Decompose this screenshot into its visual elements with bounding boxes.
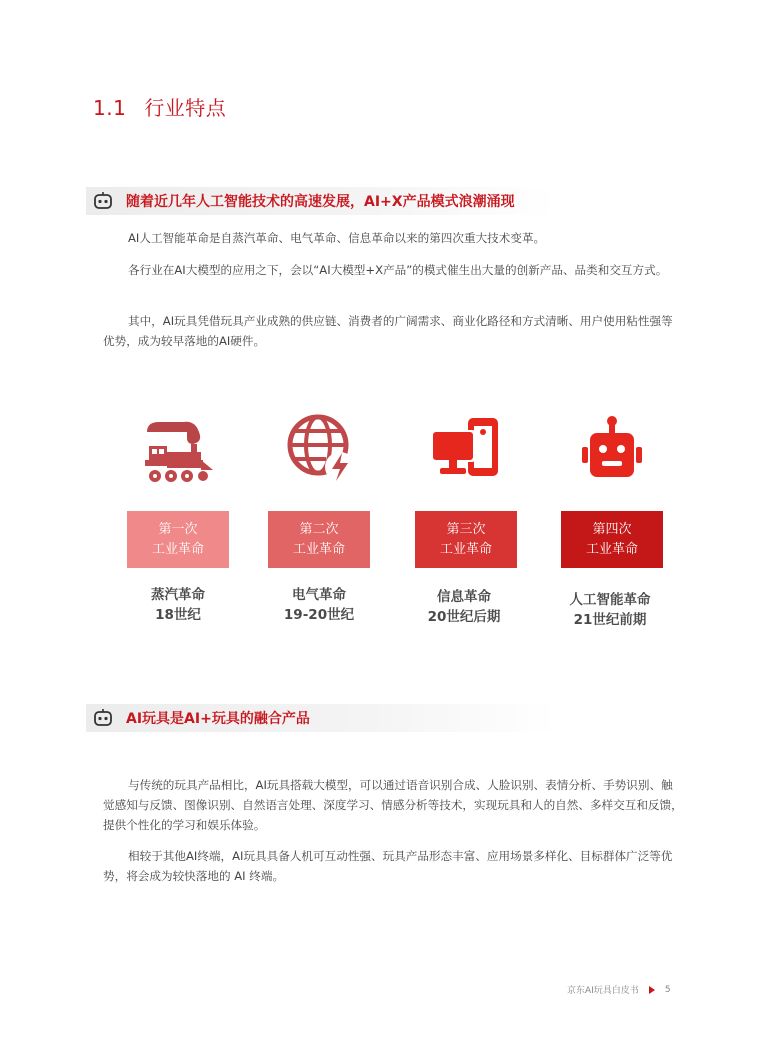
globe-lightning-icon: [286, 413, 356, 483]
revolution-name: 信息革命: [437, 589, 491, 605]
robot-icon: [92, 707, 114, 729]
revolution-box-3: [415, 511, 517, 568]
box-line: 工业革命: [151, 541, 204, 557]
revolution-name: 人工智能革命: [569, 592, 651, 608]
revolution-period: 19-20世纪: [283, 607, 355, 623]
paragraph: AI人工智能革命是自蒸汽革命、电气革命、信息革命以来的第四次重大技术变革。: [128, 231, 546, 245]
paragraph: 各行业在AI大模型的应用之下，会以“AI大模型+X产品”的模式催生出大量的创新产品、品类和交互方式。: [128, 263, 668, 277]
paragraph: 其中，AI玩具凭借玩具产业成熟的供应链、消费者的广阔需求、商业化路径和方式清晰、用户使用粘性强等优势，成为较早落地的AI硬件。: [103, 314, 673, 348]
page-number: 5: [664, 984, 671, 995]
revolution-label-4: [535, 590, 685, 630]
train-icon: [143, 414, 215, 490]
revolution-period: 20世纪后期: [427, 609, 501, 625]
page-footer: [567, 983, 671, 996]
revolution-label-2: [244, 585, 394, 625]
revolution-period: 18世纪: [155, 607, 201, 623]
revolution-box-2: [268, 511, 370, 568]
computer-phone-icon: [430, 416, 500, 478]
box-line: 第四次: [592, 521, 632, 537]
revolution-name: 蒸汽革命: [151, 587, 205, 603]
revolution-name: 电气革命: [292, 587, 346, 603]
revolution-box-4: [561, 511, 663, 568]
section-number: 1.1: [93, 96, 127, 120]
box-line: 第二次: [299, 521, 339, 537]
footer-doc-title: 京东AI玩具白皮书: [567, 986, 639, 996]
page-title: [93, 92, 226, 121]
paragraph: 相较于其他AI终端，AI玩具具备人机可互动性强、玩具产品形态丰富、应用场景多样化、目标群体广泛等优势，将会成为较快落地的 AI 终端。: [103, 849, 673, 883]
section-title: 行业特点: [144, 96, 227, 120]
section-banner-1: [86, 187, 556, 215]
banner-heading: 随着近几年人工智能技术的高速发展，AI+X产品模式浪潮涌现: [126, 194, 515, 210]
section-banner-2: [86, 704, 556, 732]
banner-heading: AI玩具是AI+玩具的融合产品: [126, 711, 310, 727]
revolution-label-3: [389, 587, 539, 627]
revolution-period: 21世纪前期: [573, 612, 647, 628]
triangle-arrow-icon: [649, 986, 655, 994]
paragraph: 与传统的玩具产品相比，AI玩具搭载大模型，可以通过语音识别合成、人脸识别、表情分析、手势识别、触觉感知与反馈、图像识别、自然语言处理、深度学习、情感分析等技术，实现玩具和人的自然、多样交互和反馈，提供个性化的学习和娱乐体验。: [103, 778, 683, 832]
robot-icon: [92, 190, 114, 212]
box-line: 工业革命: [585, 541, 638, 557]
revolution-box-1: [127, 511, 229, 568]
box-line: 工业革命: [292, 541, 345, 557]
box-line: 第三次: [446, 521, 486, 537]
robot-icon: [582, 415, 642, 481]
box-line: 工业革命: [439, 541, 492, 557]
box-line: 第一次: [158, 521, 198, 537]
revolution-label-1: [103, 585, 253, 625]
